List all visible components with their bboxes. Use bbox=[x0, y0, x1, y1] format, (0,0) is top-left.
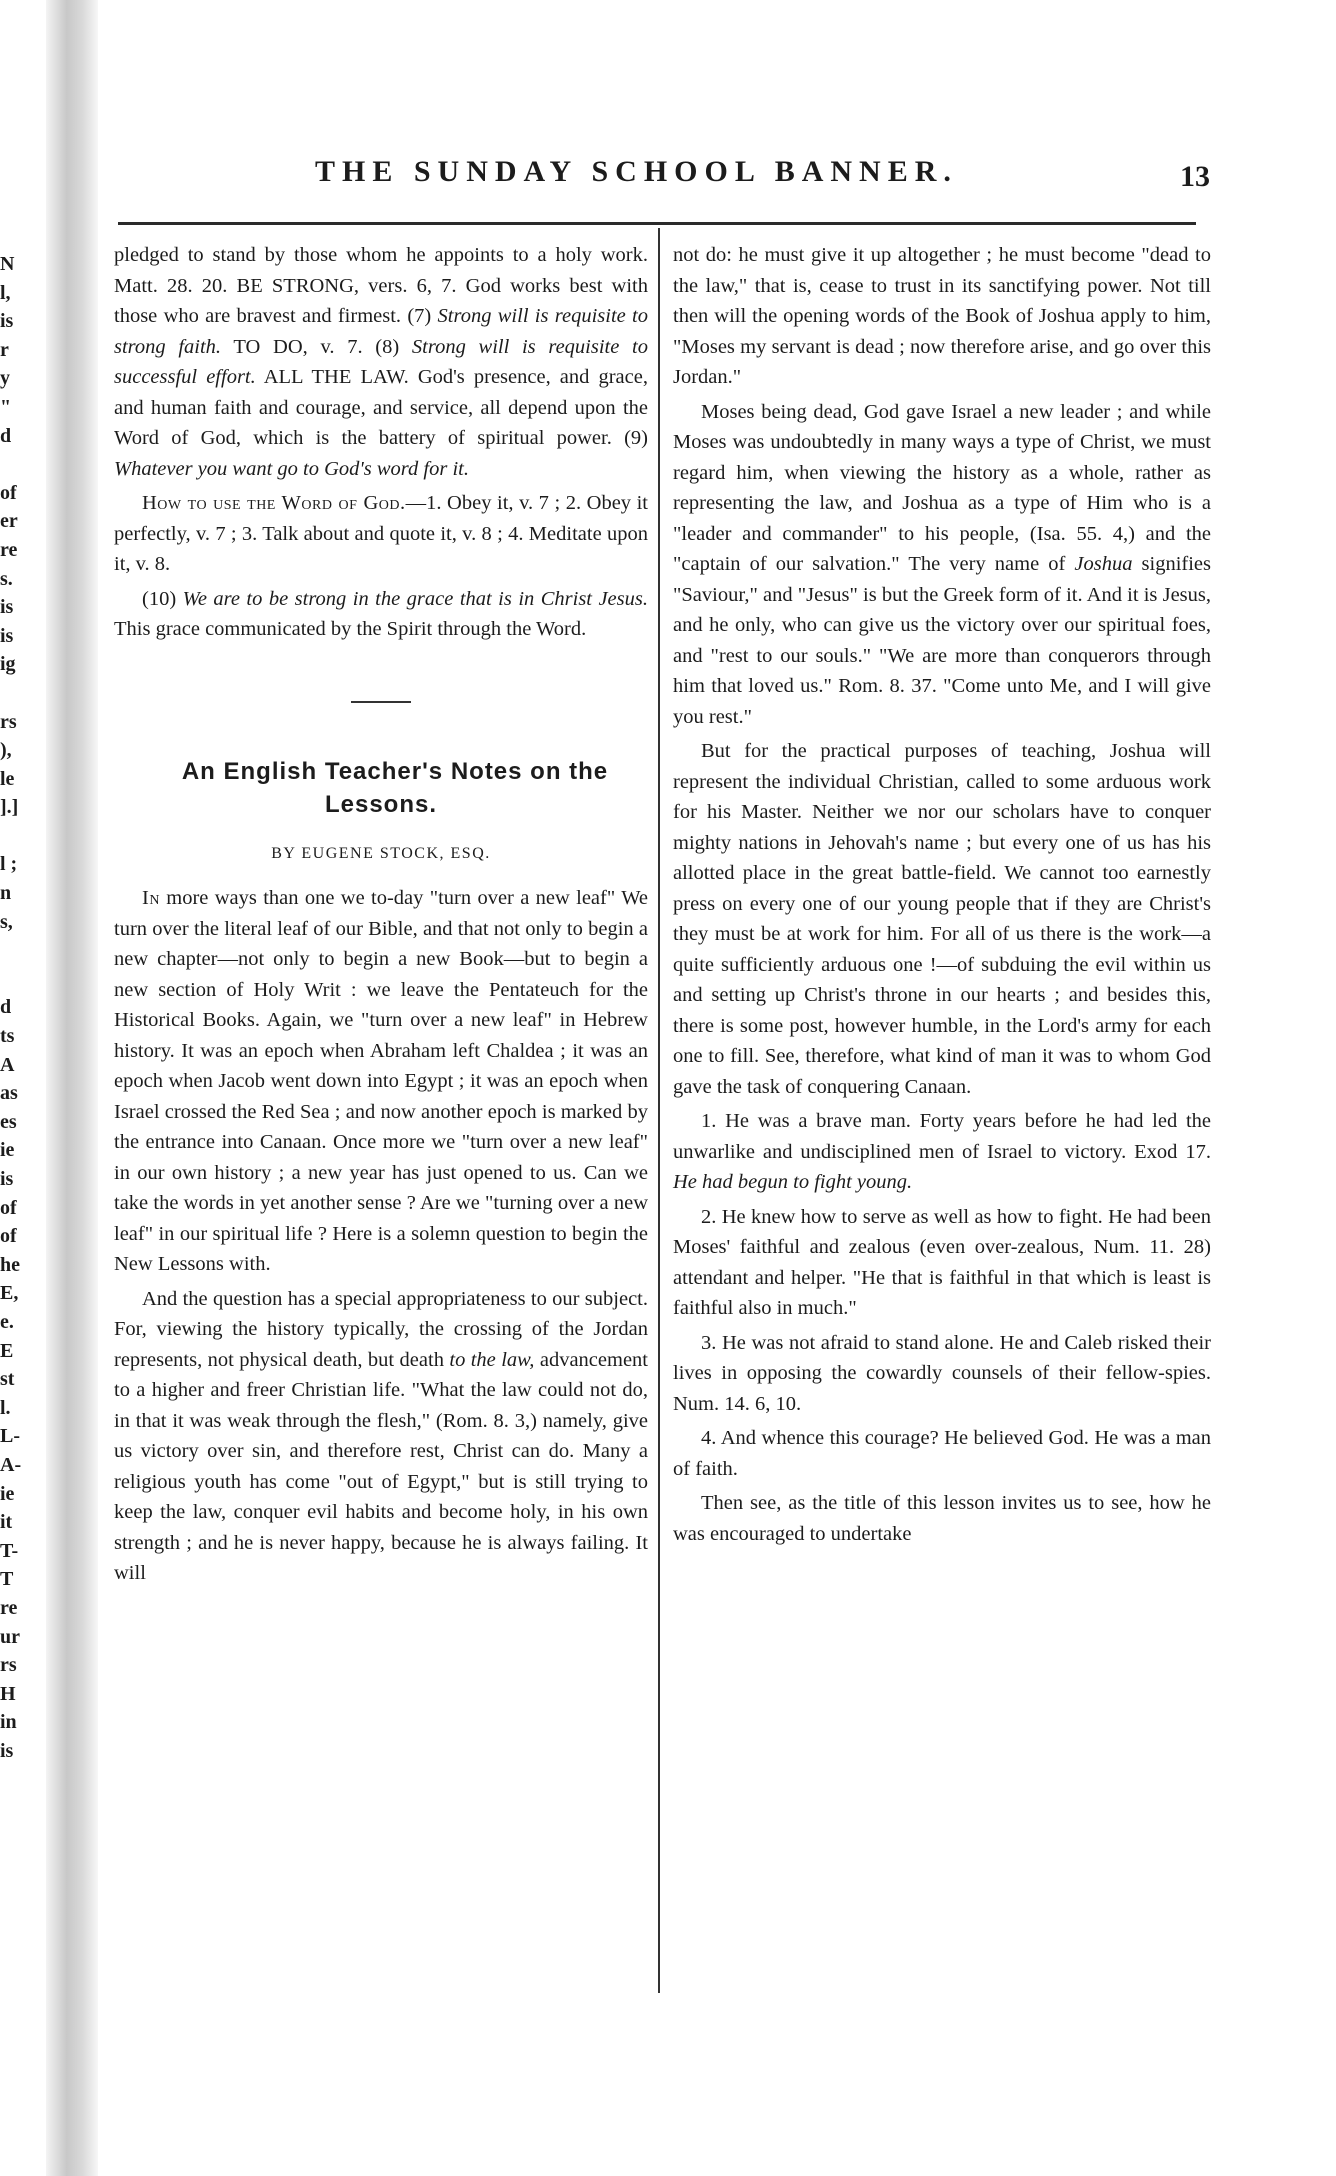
edge-fragment: ), bbox=[0, 739, 12, 762]
edge-fragment: of bbox=[0, 1196, 17, 1219]
edge-fragment: ie bbox=[0, 1482, 15, 1505]
edge-fragment: is bbox=[0, 310, 14, 333]
edge-fragment: T- bbox=[0, 1539, 19, 1562]
edge-fragment: st bbox=[0, 1368, 15, 1391]
edge-fragment: d bbox=[0, 424, 12, 447]
edge-fragment: L- bbox=[0, 1425, 20, 1448]
edge-fragment: er bbox=[0, 510, 18, 533]
edge-fragment bbox=[0, 822, 24, 851]
paragraph: In more ways than one we to-day "turn over a new leaf" We turn over the literal leaf of our Bible, and that not only to begin a new chapter—not only to begin a new Book—but to begin a new section of Holy Writ : we leave the Pentateuch for the Historical Books. Again, we "turn over a new leaf" in Hebrew history. It was an epoch when Abraham left Chaldea ; it was an epoch when Jacob went down into Egypt ; it was an epoch when Israel crossed the Red Sea ; and now another epoch is marked by the entrance into Canaan. Once more we "turn over a new leaf" in our own history ; a new year has just opened to us. Can we take the words in yet another sense ? Are we "turning over a new leaf" in our spiritual life ? Here is a solemn question to begin the New Lessons with. bbox=[114, 887, 648, 1275]
edge-fragment: ts bbox=[0, 1025, 15, 1048]
right-column bbox=[673, 240, 1211, 1549]
edge-fragment: r bbox=[0, 338, 9, 361]
edge-fragment: rs bbox=[0, 1654, 17, 1677]
edge-fragment: is bbox=[0, 1168, 14, 1190]
paragraph: not do: he must give it up altogether ; he must become "dead to the law," that is, cease to trust in its sanctifying power. Not till then will the opening words of the Book of Joshua apply to him, "Moses my servant is dead ; now therefore arise, and go over this Jordan." bbox=[673, 244, 1211, 388]
edge-fragment bbox=[0, 679, 24, 708]
edge-fragment: is bbox=[0, 1739, 14, 1762]
edge-fragment: in bbox=[0, 1711, 17, 1734]
section-divider bbox=[351, 701, 411, 703]
edge-fragment: N bbox=[0, 253, 15, 275]
edge-fragment bbox=[0, 936, 24, 965]
binding-gutter-shadow bbox=[46, 0, 98, 2176]
edge-fragment: E bbox=[0, 1339, 14, 1362]
edge-fragment: l, bbox=[0, 281, 11, 304]
paragraph: 4. And whence this courage? He believed God. He was a man of faith. bbox=[673, 1427, 1211, 1480]
edge-fragment: n bbox=[0, 882, 12, 905]
edge-fragment: rs bbox=[0, 710, 17, 733]
paragraph: And the question has a special appropriateness to our subject. For, viewing the history typically, the crossing of the Jordan represents, not physical death, but death to the law, advancement to a higher and freer Christian life. "What the law could not do, in that it was weak through the flesh," (Rom. 8. 3,) namely, give us victory over sin, and therefore rest, Christ can do. Many a religious youth has come "out of Egypt," but is still trying to keep the law, conquer evil habits and become holy, in his own strength ; and he is never happy, because he is always failing. It will bbox=[114, 1287, 648, 1584]
edge-fragment: s, bbox=[0, 910, 13, 933]
paragraph: 3. He was not afraid to stand alone. He and Caleb risked their lives in opposing the cowardly counsels of their fellow-spies. Num. 14. 6, 10. bbox=[673, 1331, 1211, 1415]
paragraph: But for the practical purposes of teaching, Joshua will represent the individual Christian, called to some arduous work for his Master. Neither we nor our scholars have to conquer mighty nations in Jehovah's name ; but every one of us has his allotted place in the great battle-field. We cannot too earnestly press on every one of our young people that if they are Christ's they must be at work for him. For all of us there is the work—a quite sufficiently arduous one !—of subduing the evil within us and setting up Christ's throne in our hearts ; and besides this, there is some post, however humble, in the Lord's army for each one to fill. See, therefore, what kind of man it was to whom God gave the task of conquering Canaan. bbox=[673, 740, 1211, 1098]
paragraph: Moses being dead, God gave Israel a new leader ; and while Moses was undoubtedly in many ways a type of Christ, we must regard him, when viewing the history as a whole, rather as representing the law, and Joshua as a type of Him who is a "leader and commander" to his people, (Isa. 55. 4,) and the "captain of our salvation." The very name of Joshua signifies "Saviour," and "Jesus" is but the Greek form of it. And it is Jesus, and he only, who can give us the victory over our spiritual foes, and "rest to our souls." "We are more than conquerors through him that loved us." Rom. 8. 37. "Come unto Me, and I will give you rest." bbox=[673, 400, 1211, 728]
edge-fragment bbox=[0, 450, 24, 479]
edge-fragment: y bbox=[0, 367, 10, 390]
paragraph: pledged to stand by those whom he appoints to a holy work. Matt. 28. 20. BE STRONG, vers. 6, 7. God works best with those who are bravest and firmest. (7) Strong will is requisite to strong faith. TO DO, v. 7. (8) Strong will is requisite to successful effort. ALL THE LAW. God's presence, and grace, and human faith and courage, and service, all depend upon the Word of God, which is the battery of spiritual power. (9) Whatever you want go to God's word for it. bbox=[114, 244, 648, 480]
paragraph: How to use the Word of God.—1. Obey it, v. 7 ; 2. Obey it perfectly, v. 7 ; 3. Talk about and quote it, v. 8 ; 4. Meditate upon it, v. 8. bbox=[114, 492, 648, 575]
paragraph: 1. He was a brave man. Forty years before he had led the unwarlike and undisciplined men of Israel to victory. Exod 17. He had begun to fight young. bbox=[673, 1110, 1211, 1193]
edge-fragment: E, bbox=[0, 1282, 19, 1305]
edge-fragment: as bbox=[0, 1082, 18, 1105]
edge-fragment: it bbox=[0, 1511, 13, 1534]
edge-fragment: H bbox=[0, 1682, 16, 1705]
edge-fragment: " bbox=[0, 395, 12, 418]
edge-fragment: is bbox=[0, 624, 14, 647]
column-rule bbox=[658, 228, 660, 1993]
edge-fragment: d bbox=[0, 996, 12, 1019]
edge-fragment: of bbox=[0, 1225, 17, 1248]
paragraph: (10) We are to be strong in the grace that is in Christ Jesus. This grace communicated by the Spirit through the Word. bbox=[114, 587, 648, 640]
edge-fragment: A- bbox=[0, 1453, 22, 1476]
edge-fragment: e. bbox=[0, 1310, 14, 1333]
running-head: THE SUNDAY SCHOOL BANNER. bbox=[315, 155, 958, 188]
header-rule bbox=[118, 222, 1196, 225]
edge-fragment: le bbox=[0, 767, 15, 790]
edge-fragment: re bbox=[0, 1596, 18, 1619]
edge-fragment bbox=[0, 965, 24, 994]
edge-fragment: ].] bbox=[0, 796, 19, 819]
edge-fragment: ig bbox=[0, 653, 16, 676]
edge-fragment: l. bbox=[0, 1396, 11, 1419]
edge-fragment: ie bbox=[0, 1139, 15, 1162]
edge-fragment: A bbox=[0, 1053, 15, 1076]
edge-fragment: he bbox=[0, 1253, 20, 1276]
page-number: 13 bbox=[1180, 160, 1210, 193]
edge-fragment: ur bbox=[0, 1625, 20, 1648]
edge-fragment: l ; bbox=[0, 853, 18, 876]
edge-fragment: T bbox=[0, 1568, 14, 1591]
facing-page-edge-text bbox=[0, 250, 24, 1765]
paragraph: Then see, as the title of this lesson invites us to see, how he was encouraged to undertake bbox=[673, 1492, 1211, 1545]
edge-fragment: of bbox=[0, 481, 17, 504]
byline: BY EUGENE STOCK, ESQ. bbox=[271, 844, 491, 862]
edge-fragment: re bbox=[0, 538, 18, 561]
paragraph: 2. He knew how to serve as well as how to fight. He had been Moses' faithful and zealous (even over-zealous, Num. 11. 28) attendant and helper. "He that is faithful in that which is least is faithful also in much." bbox=[673, 1205, 1211, 1319]
article-title: An English Teacher's Notes on the Lessons. bbox=[181, 757, 609, 818]
edge-fragment: es bbox=[0, 1110, 17, 1133]
edge-fragment: is bbox=[0, 596, 14, 619]
left-column bbox=[114, 240, 648, 1589]
edge-fragment: s. bbox=[0, 567, 13, 590]
